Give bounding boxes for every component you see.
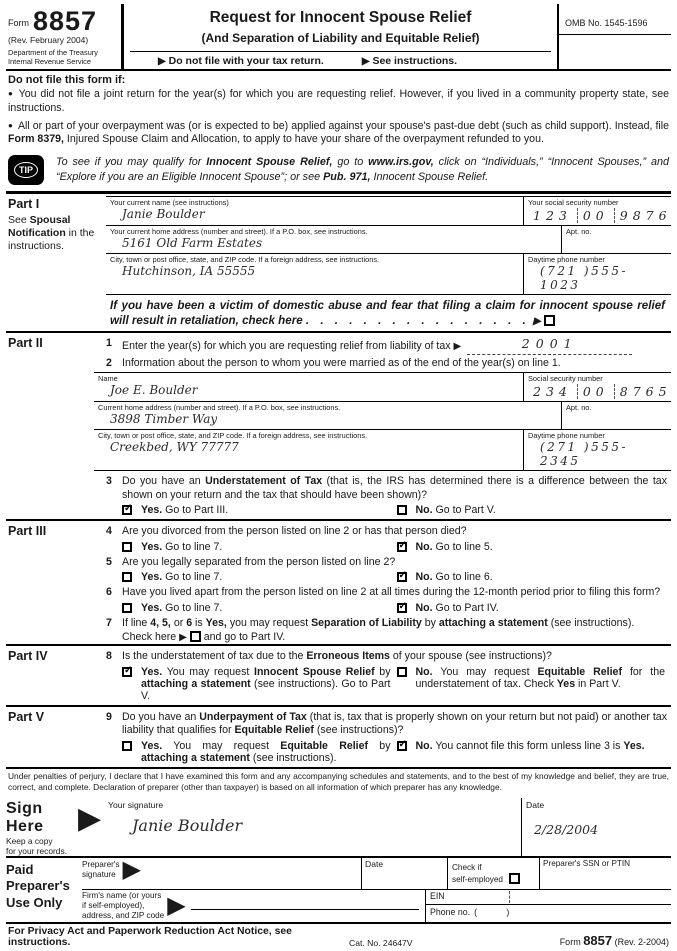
line-5-no-option: ✓ No. Go to line 6.: [397, 571, 672, 583]
line-6-no-option: ✓ No. Go to Part IV.: [397, 602, 672, 614]
ein-divider: [509, 891, 510, 903]
part-2-label: Part II: [8, 336, 43, 351]
line-4: [106, 525, 671, 539]
line-5-yes-option: Yes. Go to line 7.: [122, 571, 397, 583]
signature-date-label: Date: [526, 799, 545, 810]
line-3-no-option: No. Go to Part V.: [397, 504, 672, 516]
ssn-field[interactable]: [523, 197, 671, 225]
privacy-act-notice: For Privacy Act and Paperwork Reduction Act Notice, see instructions.: [8, 925, 292, 948]
ssn-value[interactable]: 123 00 9876: [528, 208, 668, 223]
part-3-body: [106, 521, 671, 644]
line-9-number: 9: [106, 710, 112, 723]
spouse-address-field[interactable]: [94, 402, 561, 429]
line-7-number: 7: [106, 617, 112, 630]
line-8-text: Is the understatement of tax due to the Erroneous Items of your spouse (see instructions)?: [122, 650, 552, 663]
self-employed-field: Check if self-employed: [447, 858, 539, 889]
part-5-body: [106, 707, 671, 767]
preparer-signature-label: Preparer's signature: [82, 860, 120, 879]
apt-no-value[interactable]: [566, 236, 668, 251]
home-address-label: Your current home address (number and street). If a P.O. box, see instructions.: [110, 227, 368, 237]
preparer-signature-field[interactable]: [82, 858, 200, 889]
apt-no-label: Apt. no.: [566, 227, 592, 237]
form-revision: (Rev. February 2004): [8, 35, 89, 45]
part-5-label: Part V: [8, 709, 45, 724]
line-2-number: 2: [106, 356, 112, 369]
line-5-yes-checkbox[interactable]: [122, 572, 132, 582]
catalog-number: Cat. No. 24647V: [349, 937, 413, 948]
preparer-signature-row: [82, 858, 671, 890]
form-id-block: [6, 4, 124, 69]
part-2-body: [98, 333, 672, 519]
part-1-address-row: [106, 225, 671, 253]
spouse-apt-field[interactable]: [561, 402, 671, 429]
arrow-right-icon: ▶: [361, 56, 370, 67]
line-1: [106, 337, 671, 355]
city-state-zip-value[interactable]: Hutchinson, IA 55555: [122, 264, 256, 279]
city-state-zip-field[interactable]: [106, 254, 523, 294]
line-8-options: [106, 666, 671, 702]
spouse-name-field[interactable]: [94, 373, 523, 401]
part-2-fieldbox: [94, 372, 671, 471]
bullet-icon: ●: [8, 120, 13, 130]
line-4-no-option: ✓ No. Go to line 5.: [397, 541, 672, 553]
line-3-yes-option: ✓ Yes. Go to Part III.: [122, 504, 397, 516]
current-name-value[interactable]: Janie Boulder: [122, 207, 205, 222]
header-note-1: ▶ Do not file with your tax return.: [158, 55, 324, 67]
line-6-yes-option: Yes. Go to line 7.: [122, 602, 397, 614]
form-header: [6, 4, 671, 71]
part-4-body: [106, 646, 671, 705]
footer-form-id: Form 8857 (Rev. 2-2004): [559, 932, 669, 948]
dot-leader: . . . . . . . . . . . . . . . .: [305, 314, 530, 328]
preparer-ssn-field[interactable]: [539, 858, 671, 889]
do-not-file-section: [6, 71, 671, 147]
part-1-label: Part I: [8, 197, 40, 212]
part-1-fieldbox: [106, 196, 671, 295]
firm-name-write-line[interactable]: [191, 898, 419, 910]
line-3-number: 3: [106, 475, 112, 488]
agency-line-1: Department of the Treasury: [8, 48, 98, 57]
line-9-yes-checkbox[interactable]: [122, 741, 132, 751]
line-3-no-checkbox[interactable]: [397, 505, 407, 515]
tip-text: To see if you may qualify for Innocent Spouse Relief, go to www.irs.gov, click on “Individuals,” “Innocent Spouses,” and “Explore if you are an Eligible Innocent Spouse”; or see Pub. 971, Innocent Spouse Relief.: [56, 156, 669, 183]
line-2: [106, 357, 671, 371]
your-signature-label: Your signature: [108, 799, 164, 810]
city-state-zip-label: City, town or post office, state, and ZIP code. If a foreign address, see instructions.: [110, 255, 380, 265]
line-7-checkbox[interactable]: [190, 631, 201, 642]
line-4-yes-checkbox[interactable]: [122, 542, 132, 552]
apt-no-field[interactable]: [561, 226, 671, 253]
line-7-text: If line 4, 5, or 6 is Yes, you may request Separation of Liability by attaching a statement (see instructions). Check here ▶ and go to Part IV.: [122, 617, 635, 643]
line-9-no-option: ✓ No. You cannot file this form unless line 3 is Yes.: [397, 740, 672, 764]
line-4-options: [106, 541, 671, 553]
perjury-statement: Under penalties of perjury, I declare that I have examined this form and any accompanying schedules and statements, and to the best of my knowledge and belief, they are true, correct, and complete. Declaration of preparer (other than taxpayer) is based on all information of which preparer has any knowledge.: [6, 769, 671, 798]
line-8-yes-checkbox[interactable]: [122, 667, 132, 677]
part-4-section: [6, 646, 671, 707]
arrow-right-icon: ▶: [158, 56, 166, 67]
line-9-yes-option: Yes. You may request Equitable Relief by attaching a statement (see instructions).: [122, 740, 397, 764]
line-8-number: 8: [106, 650, 112, 663]
spouse-city-value[interactable]: Creekbed, WY 77777: [110, 440, 239, 455]
part-1-note: See Spousal Notification in the instructions.: [8, 214, 95, 253]
sign-here-section: [6, 798, 671, 858]
daytime-phone-label: Daytime phone number: [528, 255, 605, 265]
spouse-phone-field[interactable]: [523, 430, 671, 470]
paid-preparer-section: [6, 858, 671, 924]
spouse-address-value[interactable]: 3898 Timber Way: [110, 412, 218, 427]
ssn-label: Your social security number: [528, 198, 619, 208]
spouse-phone-value[interactable]: (271 )555-2345: [540, 440, 629, 469]
omb-block: [559, 4, 671, 69]
part-4-gutter: [6, 646, 106, 705]
line-6-number: 6: [106, 586, 112, 599]
domestic-abuse-checkbox[interactable]: [544, 315, 555, 326]
line-3: [106, 475, 671, 502]
current-name-field[interactable]: [106, 197, 523, 225]
line-5-text: Are you legally separated from the person listed on line 2?: [122, 555, 396, 568]
header-notes: [130, 51, 551, 69]
line-7: [106, 617, 671, 644]
spouse-apt-value[interactable]: [566, 412, 668, 427]
your-signature-field[interactable]: [104, 798, 521, 856]
arrow-right-icon: ▶: [453, 341, 462, 353]
line-8: [106, 650, 671, 664]
agency-line-2: Internal Revenue Service: [8, 57, 91, 67]
do-not-file-heading: Do not file this form if:: [8, 74, 126, 86]
do-not-file-bullet-1: ● You did not file a joint return for the year(s) for which you are requesting relief. However, if you lived in a community property state, see instructions.: [8, 88, 669, 114]
current-name-label: Your current name (see instructions): [110, 198, 229, 208]
spouse-name-row: [94, 372, 671, 401]
line-5-options: [106, 571, 671, 583]
sign-here-label: Sign Here: [6, 799, 44, 835]
keep-copy-note: Keep a copy for your records.: [6, 835, 67, 856]
home-address-value[interactable]: 5161 Old Farm Estates: [122, 236, 263, 251]
spouse-ssn-field[interactable]: [523, 373, 671, 401]
line-6: [106, 586, 671, 600]
line-9-text: Do you have an Underpayment of Tax (that is, tax that is properly shown on your return but not paid) or another tax liability that qualifies for Equitable Relief (see instructions)?: [122, 710, 667, 737]
ein-field[interactable]: [426, 890, 671, 905]
tax-year-value: 2001: [521, 336, 578, 352]
line-9: [106, 711, 671, 738]
part-1-section: [6, 194, 671, 333]
paid-preparer-label: Paid Preparer's Use Only: [6, 862, 70, 910]
line-2-text: Information about the person to whom you were married as of the end of the year(s) on line 1.: [122, 356, 561, 369]
preparer-phone-label: Phone no.: [430, 907, 471, 918]
spouse-ssn-label: Social security number: [528, 374, 603, 384]
part-3-label: Part III: [8, 524, 47, 539]
signature-date-value[interactable]: 2/28/2004: [534, 821, 599, 837]
paid-preparer-fields: [82, 858, 671, 922]
line-5: [106, 556, 671, 570]
line-4-text: Are you divorced from the person listed on line 2 or has that person died?: [122, 525, 467, 538]
sign-here-gutter: [6, 798, 78, 856]
spouse-city-field[interactable]: [94, 430, 523, 470]
line-4-number: 4: [106, 525, 112, 538]
firm-name-arrow-icon: ▶: [167, 892, 186, 920]
part-1-name-row: [106, 196, 671, 225]
preparer-ssn-label: Preparer's SSN or PTIN: [543, 859, 631, 868]
do-not-file-bullet-2: ● All or part of your overpayment was (or is expected to be) applied against your spouse's past-due debt (such as child support). Instead, file Form 8379, Injured Spouse Claim and Allocation, to apply to have your share of the overpayment refunded to you.: [8, 119, 669, 146]
line-5-no-checkbox[interactable]: [397, 572, 407, 582]
line-5-number: 5: [106, 555, 112, 568]
part-2-gutter: [6, 333, 106, 519]
firm-name-label: Firm's name (or yours if self-employed), address, and ZIP code: [82, 891, 165, 920]
preparer-phone-parens: ( ): [474, 907, 510, 918]
line-1-text: Enter the year(s) for which you are requesting relief from liability of tax ▶ 2001: [122, 337, 671, 355]
spouse-apt-label: Apt. no.: [566, 403, 592, 413]
omb-number: OMB No. 1545-1596: [559, 4, 671, 35]
preparer-date-label: Date: [365, 859, 384, 869]
line-9-options: [106, 740, 671, 764]
preparer-phone-field[interactable]: [426, 905, 671, 921]
tax-year-field[interactable]: [467, 337, 632, 355]
part-5-gutter: [6, 707, 106, 767]
preparer-signature-space[interactable]: [200, 858, 361, 889]
spouse-phone-label: Daytime phone number: [528, 431, 605, 441]
bullet-icon: ●: [8, 89, 14, 98]
self-employed-checkbox[interactable]: [509, 873, 520, 884]
tip-icon: TIP: [8, 155, 44, 185]
line-3-text: Do you have an Understatement of Tax (that is, the IRS has determined there is a difference between the tax shown on your return and the tax that should have been shown)?: [122, 475, 667, 501]
spouse-address-row: [94, 401, 671, 429]
part-5-section: [6, 707, 671, 769]
line-8-no-option: No. You may request Equitable Relief for the understatement of tax. Check Yes in Part V.: [397, 666, 672, 702]
line-3-yes-checkbox[interactable]: [122, 505, 132, 515]
part-1-gutter: [6, 194, 106, 331]
signature-date-field[interactable]: [521, 798, 671, 856]
part-1-city-row: [106, 253, 671, 294]
domestic-abuse-line: If you have been a victim of domestic abuse and fear that filing a claim for innocent spouse relief will result in retaliation, check here . . . . . . . . . . . . . . . . ▶: [110, 299, 665, 328]
daytime-phone-field[interactable]: [523, 254, 671, 294]
form-title: Request for Innocent Spouse Relief: [209, 9, 472, 26]
spouse-city-label: City, town or post office, state, and ZIP code. If a foreign address, see instructions.: [98, 431, 368, 441]
preparer-signature-arrow-icon: ▶: [122, 856, 141, 883]
preparer-date-field[interactable]: [361, 858, 447, 889]
daytime-phone-value[interactable]: (721 )555-1023: [540, 264, 629, 293]
line-3-options: [106, 504, 671, 516]
line-6-no-checkbox[interactable]: [397, 603, 407, 613]
your-signature-value[interactable]: Janie Boulder: [132, 815, 243, 835]
form-number: 8857: [33, 6, 98, 36]
part-1-body: [106, 194, 671, 331]
part-4-label: Part IV: [8, 649, 48, 664]
form-subtitle: (And Separation of Liability and Equitable Relief): [201, 31, 480, 45]
part-2-section: [6, 333, 671, 521]
signature-arrow-icon: ▶: [78, 801, 102, 835]
line-4-yes-option: Yes. Go to line 7.: [122, 541, 397, 553]
arrow-right-icon: ▶: [532, 316, 541, 328]
line-6-text: Have you lived apart from the person listed on line 2 at all times during the 12-month period prior to filing this form?: [122, 586, 661, 599]
home-address-field[interactable]: [106, 226, 561, 253]
spouse-address-label: Current home address (number and street). If a P.O. box, see instructions.: [98, 403, 341, 413]
line-9-no-checkbox[interactable]: [397, 741, 407, 751]
spouse-city-row: [94, 429, 671, 470]
form-word: Form: [8, 18, 29, 28]
line-6-yes-checkbox[interactable]: [122, 603, 132, 613]
header-note-2: ▶ See instructions.: [361, 55, 458, 67]
line-4-no-checkbox[interactable]: [397, 542, 407, 552]
spouse-name-value[interactable]: Joe E. Boulder: [110, 383, 198, 398]
part-3-gutter: [6, 521, 106, 644]
line-8-no-checkbox[interactable]: [397, 667, 407, 677]
spouse-name-label: Name: [98, 374, 118, 384]
line-6-options: [106, 602, 671, 614]
form-title-block: [124, 4, 559, 69]
part-3-section: [6, 521, 671, 646]
agency-lines: [8, 48, 117, 67]
tip-section: [6, 151, 671, 194]
line-8-yes-option: ✓ Yes. You may request Innocent Spouse Relief by attaching a statement (see instructions). Go to Part V.: [122, 666, 397, 702]
ein-label: EIN: [430, 891, 445, 901]
spouse-ssn-value[interactable]: 234 00 8765: [528, 384, 668, 399]
form-footer: [6, 924, 671, 949]
arrow-right-icon: ▶: [179, 631, 187, 643]
line-1-number: 1: [106, 337, 112, 350]
